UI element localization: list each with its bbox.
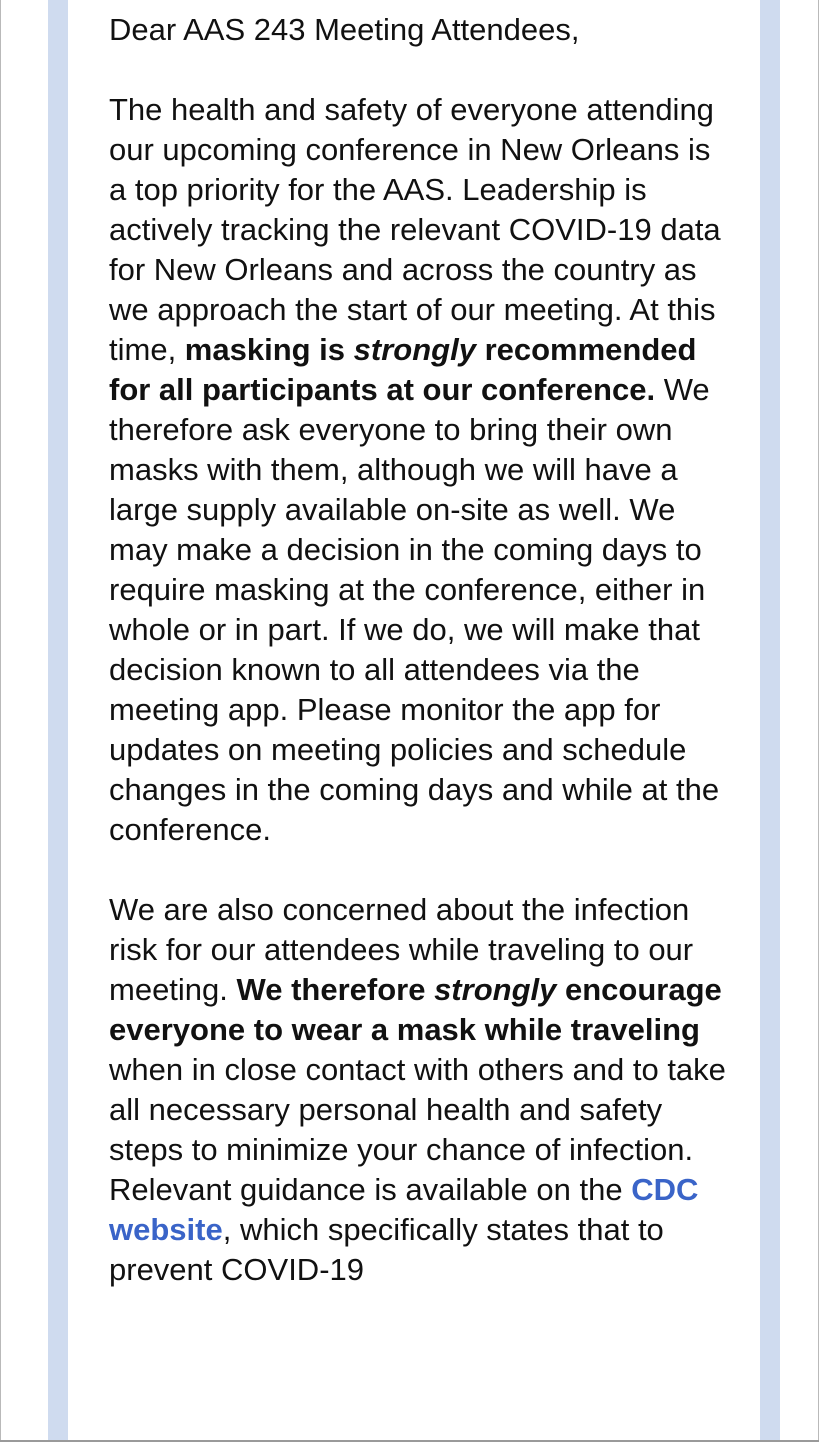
emphasis-part: masking is [184,332,354,367]
paragraph-masking-policy [109,90,734,850]
email-body [109,10,734,1330]
paragraph-text: We therefore ask everyone to bring their own masks with them, although we will have a large supply available on-site as well. We may make a decision in the coming days to require masking at the conference, either in whole or in part. If we do, we will make that decision known to all attendees via the meeting app. Please monitor the app for updates on meeting policies and schedule changes in the coming days and while at the conference. [109,372,720,847]
emphasis-text [109,332,696,407]
paragraph-text: We are also concerned about the infection risk for our attendees while traveling to our meeting. [109,892,694,1007]
emphasis-part: recommended for all participants at our conference. [109,332,697,407]
paragraph-travel-guidance [109,890,734,1290]
left-margin-bar [48,0,68,1442]
cdc-website-link[interactable]: CDC website [109,1172,699,1247]
right-margin-bar [760,0,780,1442]
emphasis-part: We therefore [236,972,435,1007]
emphasis-italic: strongly [353,332,476,367]
paragraph-text: , which specifically states that to prevent COVID-19 [109,1212,664,1287]
greeting: Dear AAS 243 Meeting Attendees, [109,12,580,47]
emphasis-part: encourage everyone to wear a mask while traveling [109,972,722,1047]
emphasis-italic: strongly [434,972,557,1007]
left-edge-line [0,0,1,1442]
paragraph-text: The health and safety of everyone attending our upcoming conference in New Orleans is a top priority for the AAS. Leadership is actively tracking the relevant COVID-19 data for New Orleans and across the country as we approach the start of our meeting. At this time, [109,92,721,367]
paragraph-text: when in close contact with others and to take all necessary personal health and safety steps to minimize your chance of infection. Relevant guidance is available on the [109,1052,726,1207]
